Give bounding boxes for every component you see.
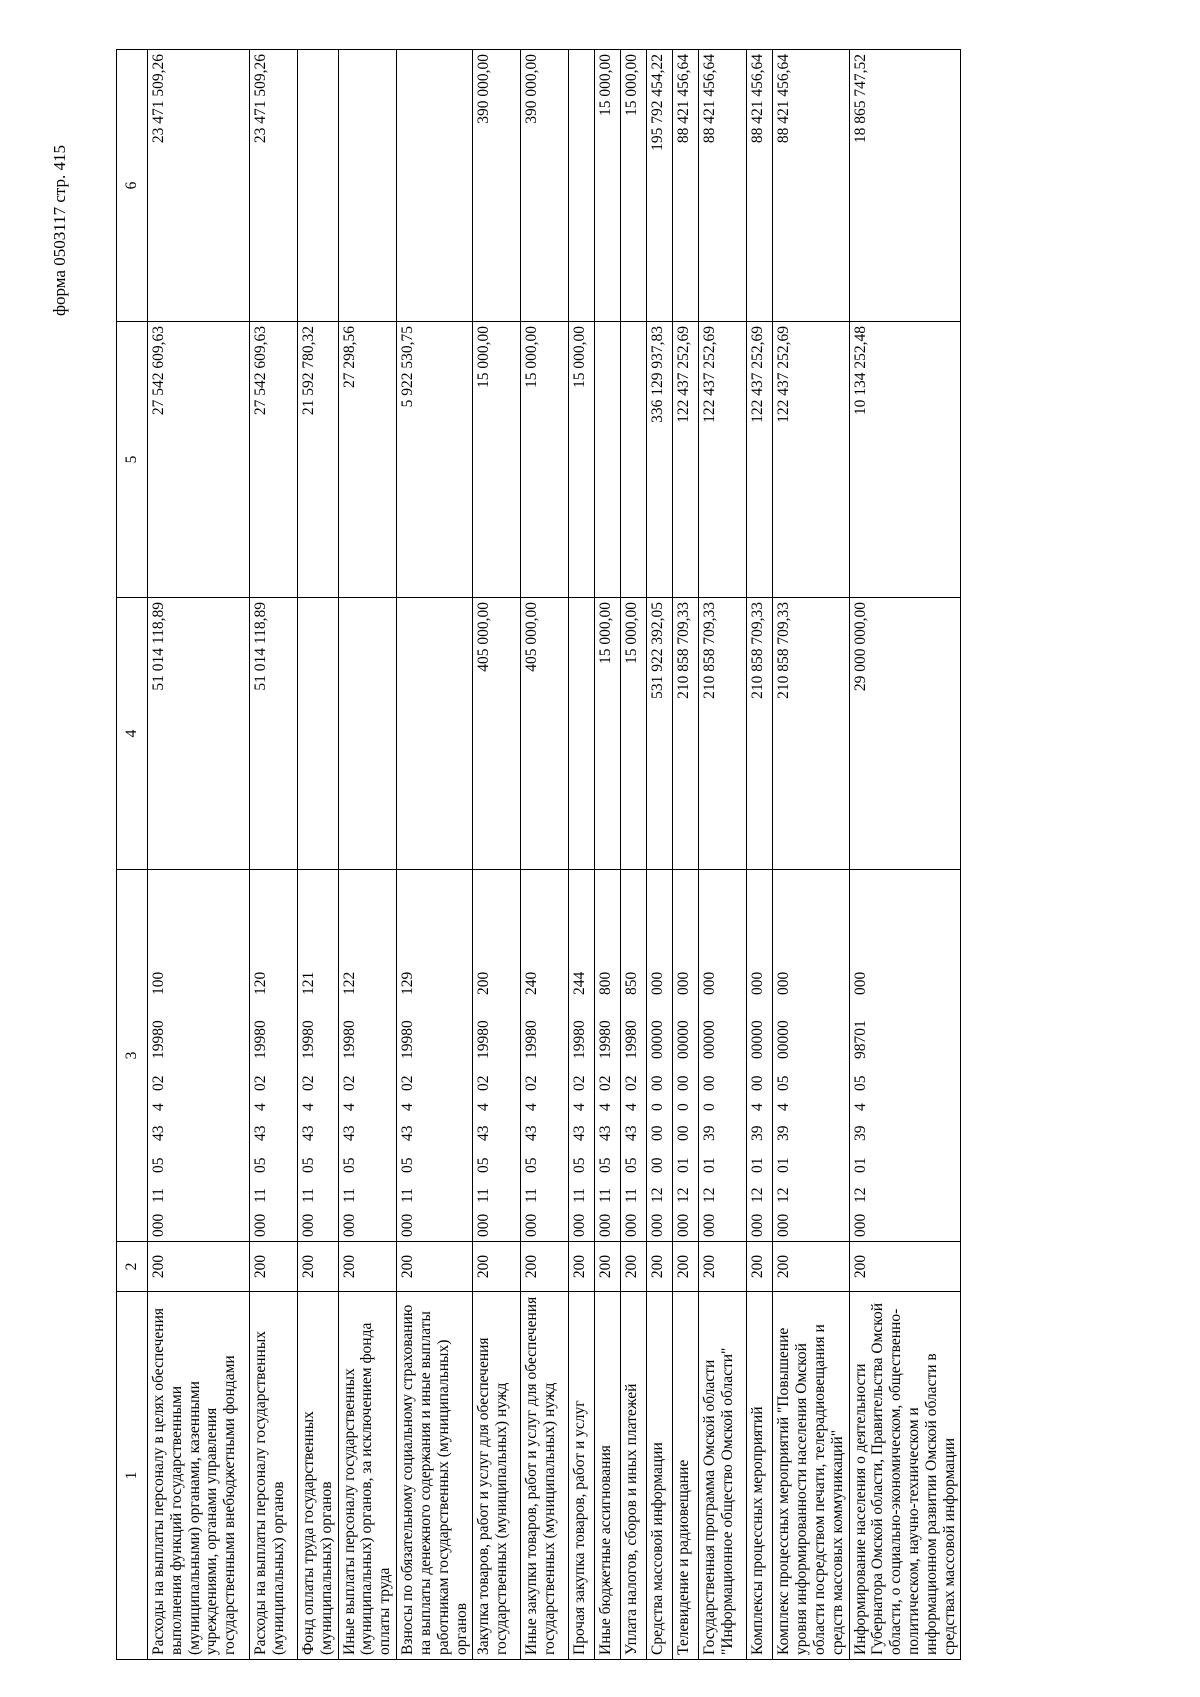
code-segment: 4 <box>523 1103 541 1111</box>
code-segment: 00 <box>649 1075 667 1091</box>
code-segment: 19980 <box>399 1020 417 1059</box>
code-segment: 244 <box>571 971 589 995</box>
row-executed: 15 000,00 <box>569 322 595 598</box>
code-segments <box>649 874 667 1237</box>
row-classification-code <box>569 870 595 1242</box>
code-segment: 4 <box>252 1103 269 1111</box>
code-segment: 000 <box>571 1213 589 1237</box>
row-classification-code <box>849 870 961 1242</box>
code-segment: 121 <box>300 971 317 995</box>
row-unexecuted: 390 000,00 <box>473 50 521 322</box>
row-line-code: 200 <box>647 1242 673 1292</box>
row-executed: 15 000,00 <box>521 322 569 598</box>
table-row <box>673 50 699 1660</box>
code-segment: 12 <box>701 1187 719 1203</box>
code-segment: 000 <box>701 971 719 995</box>
code-segment: 39 <box>749 1125 767 1141</box>
code-segment: 00000 <box>701 1020 719 1059</box>
row-classification-code <box>397 870 473 1242</box>
code-segment: 05 <box>851 1075 869 1091</box>
row-executed <box>595 322 621 598</box>
row-executed: 122 437 252,69 <box>773 322 849 598</box>
code-segment: 05 <box>340 1157 358 1173</box>
code-segments <box>675 874 693 1237</box>
code-segment: 11 <box>300 1188 317 1203</box>
code-segment: 02 <box>623 1075 641 1091</box>
row-executed: 10 134 252,48 <box>849 322 961 598</box>
row-line-code: 200 <box>338 1242 396 1292</box>
row-name: Уплата налогов, сборов и иных платежей <box>621 1292 647 1660</box>
code-segment: 19980 <box>597 1020 615 1059</box>
row-unexecuted <box>338 50 396 322</box>
column-header: 6 <box>117 50 148 322</box>
code-segment: 12 <box>649 1187 667 1203</box>
code-segment: 43 <box>300 1125 317 1141</box>
code-segment: 05 <box>150 1157 167 1173</box>
row-line-code: 200 <box>397 1242 473 1292</box>
code-segment: 100 <box>150 971 167 995</box>
row-classification-code <box>773 870 849 1242</box>
row-executed: 21 592 780,32 <box>298 322 339 598</box>
row-classification-code <box>250 870 298 1242</box>
code-segment: 000 <box>675 1213 693 1237</box>
row-unexecuted: 23 471 509,26 <box>148 50 250 322</box>
code-segment: 4 <box>749 1103 767 1111</box>
code-segment: 43 <box>399 1125 417 1141</box>
row-executed: 122 437 252,69 <box>673 322 699 598</box>
row-approved: 15 000,00 <box>621 598 647 870</box>
code-segment: 00000 <box>749 1020 767 1059</box>
code-segment: 01 <box>775 1157 793 1173</box>
code-segment: 02 <box>597 1075 615 1091</box>
code-segment: 43 <box>523 1125 541 1141</box>
code-segment: 01 <box>851 1157 869 1173</box>
code-segment: 39 <box>851 1125 869 1141</box>
code-segment: 000 <box>851 1213 869 1237</box>
code-segments <box>399 874 417 1237</box>
code-segment: 4 <box>775 1103 793 1111</box>
row-executed: 27 298,56 <box>338 322 396 598</box>
code-segment: 05 <box>300 1157 317 1173</box>
code-segment: 000 <box>775 1213 793 1237</box>
code-segment: 43 <box>623 1125 641 1141</box>
rotated-page <box>116 50 1106 1660</box>
row-name: Прочая закупка товаров, работ и услуг <box>569 1292 595 1660</box>
code-segment: 000 <box>851 971 869 995</box>
table-row <box>773 50 849 1660</box>
code-segment: 120 <box>252 971 269 995</box>
code-segment: 19980 <box>252 1020 269 1059</box>
row-line-code: 200 <box>298 1242 339 1292</box>
code-segment: 000 <box>675 971 693 995</box>
code-segment: 98701 <box>851 1020 869 1059</box>
code-segment: 000 <box>597 1213 615 1237</box>
code-segment: 05 <box>475 1157 493 1173</box>
row-unexecuted: 18 865 747,52 <box>849 50 961 322</box>
row-name: Закупка товаров, работ и услуг для обеспечения государственных (муниципальных) нужд <box>473 1292 521 1660</box>
code-segment: 05 <box>252 1157 269 1173</box>
budget-table <box>116 49 961 1660</box>
code-segment: 02 <box>150 1075 167 1091</box>
code-segment: 43 <box>340 1125 358 1141</box>
row-line-code: 200 <box>595 1242 621 1292</box>
column-header: 4 <box>117 598 148 870</box>
row-unexecuted: 88 421 456,64 <box>699 50 747 322</box>
row-line-code: 200 <box>621 1242 647 1292</box>
code-segments <box>523 874 541 1237</box>
row-unexecuted: 15 000,00 <box>595 50 621 322</box>
code-segments <box>597 874 615 1237</box>
code-segment: 05 <box>775 1075 793 1091</box>
code-segment: 43 <box>475 1125 493 1141</box>
row-approved <box>298 598 339 870</box>
code-segment: 000 <box>749 971 767 995</box>
code-segment: 4 <box>399 1103 417 1111</box>
row-approved: 29 000 000,00 <box>849 598 961 870</box>
code-segment: 00 <box>749 1075 767 1091</box>
code-segment: 12 <box>675 1187 693 1203</box>
row-approved: 210 858 709,33 <box>673 598 699 870</box>
code-segment: 01 <box>701 1157 719 1173</box>
code-segment: 12 <box>775 1187 793 1203</box>
code-segments <box>852 874 870 1237</box>
row-unexecuted: 88 421 456,64 <box>673 50 699 322</box>
row-unexecuted: 88 421 456,64 <box>773 50 849 322</box>
table-row <box>569 50 595 1660</box>
code-segment: 11 <box>399 1188 417 1203</box>
code-segment: 00 <box>675 1075 693 1091</box>
table-row <box>338 50 396 1660</box>
code-segment: 000 <box>623 1213 641 1237</box>
row-approved <box>397 598 473 870</box>
code-segment: 11 <box>571 1188 589 1203</box>
code-segments <box>623 874 641 1237</box>
row-approved: 531 922 392,05 <box>647 598 673 870</box>
code-segment: 850 <box>623 971 641 995</box>
code-segment: 000 <box>749 1213 767 1237</box>
code-segment: 02 <box>252 1075 269 1091</box>
code-segment: 19980 <box>475 1020 493 1059</box>
table-row <box>699 50 747 1660</box>
row-unexecuted: 390 000,00 <box>521 50 569 322</box>
code-segment: 01 <box>675 1157 693 1173</box>
code-segment: 12 <box>851 1187 869 1203</box>
row-approved: 210 858 709,33 <box>699 598 747 870</box>
row-line-code: 200 <box>773 1242 849 1292</box>
row-unexecuted <box>298 50 339 322</box>
code-segments <box>701 874 719 1237</box>
code-segment: 19980 <box>150 1020 167 1059</box>
code-segment: 4 <box>340 1103 358 1111</box>
code-segments <box>150 874 168 1237</box>
code-segment: 11 <box>597 1188 615 1203</box>
code-segment: 05 <box>623 1157 641 1173</box>
row-line-code: 200 <box>849 1242 961 1292</box>
column-header: 2 <box>117 1242 148 1292</box>
code-segment: 02 <box>475 1075 493 1091</box>
row-approved <box>569 598 595 870</box>
row-approved: 210 858 709,33 <box>747 598 773 870</box>
code-segment: 200 <box>475 971 493 995</box>
row-name: Информирование населения о деятельности Губернатора Омской области, Правительства Омской области, о социально-экономическом, общественно-политическом, научно-техническом и информационном развитии Омской области в средствах массовой информации <box>849 1292 961 1660</box>
row-line-code: 200 <box>699 1242 747 1292</box>
code-segment: 0 <box>649 1103 667 1111</box>
row-name: Комплексы процессных мероприятий <box>747 1292 773 1660</box>
table-row <box>621 50 647 1660</box>
row-unexecuted: 15 000,00 <box>621 50 647 322</box>
code-segment: 4 <box>150 1103 167 1111</box>
code-segment: 05 <box>597 1157 615 1173</box>
row-line-code: 200 <box>569 1242 595 1292</box>
code-segment: 000 <box>701 1213 719 1237</box>
code-segment: 11 <box>150 1188 167 1203</box>
code-segment: 19980 <box>523 1020 541 1059</box>
row-classification-code <box>298 870 339 1242</box>
code-segment: 19980 <box>571 1020 589 1059</box>
row-approved: 15 000,00 <box>595 598 621 870</box>
code-segment: 122 <box>340 971 358 995</box>
table-row <box>595 50 621 1660</box>
code-segment: 02 <box>571 1075 589 1091</box>
table-header-row <box>117 50 148 1660</box>
code-segment: 000 <box>523 1213 541 1237</box>
column-header: 1 <box>117 1292 148 1660</box>
code-segment: 000 <box>649 1213 667 1237</box>
table-row <box>521 50 569 1660</box>
row-line-code: 200 <box>473 1242 521 1292</box>
row-name: Средства массовой информации <box>647 1292 673 1660</box>
code-segment: 05 <box>399 1157 417 1173</box>
code-segments <box>341 874 359 1237</box>
row-executed: 27 542 609,63 <box>250 322 298 598</box>
table-row <box>250 50 298 1660</box>
code-segment: 43 <box>571 1125 589 1141</box>
row-executed: 15 000,00 <box>473 322 521 598</box>
row-classification-code <box>148 870 250 1242</box>
row-name: Телевидение и радиовещание <box>673 1292 699 1660</box>
code-segment: 00000 <box>675 1020 693 1059</box>
row-unexecuted: 88 421 456,64 <box>747 50 773 322</box>
row-approved: 405 000,00 <box>473 598 521 870</box>
code-segment: 000 <box>150 1213 167 1237</box>
page-header <box>36 16 96 316</box>
row-approved: 405 000,00 <box>521 598 569 870</box>
code-segments <box>775 874 793 1237</box>
row-approved <box>338 598 396 870</box>
row-executed: 122 437 252,69 <box>699 322 747 598</box>
code-segment: 000 <box>475 1213 493 1237</box>
code-segment: 05 <box>523 1157 541 1173</box>
column-header: 3 <box>117 870 148 1242</box>
code-segment: 02 <box>340 1075 358 1091</box>
row-classification-code <box>621 870 647 1242</box>
code-segment: 00 <box>649 1157 667 1173</box>
row-name: Иные закупки товаров, работ и услуг для обеспечения государственных (муниципальных) нужд <box>521 1292 569 1660</box>
row-name: Расходы на выплаты персоналу в целях обеспечения выполнения функций государственными (муниципальными) органами, казенными учреждениями, органами управления государственными внебюджетными фондами <box>148 1292 250 1660</box>
row-classification-code <box>595 870 621 1242</box>
code-segment: 000 <box>252 1213 269 1237</box>
row-classification-code <box>338 870 396 1242</box>
code-segment: 4 <box>300 1103 317 1111</box>
code-segment: 240 <box>523 971 541 995</box>
row-line-code: 200 <box>673 1242 699 1292</box>
code-segment: 19980 <box>623 1020 641 1059</box>
code-segment: 43 <box>252 1125 269 1141</box>
code-segment: 39 <box>701 1125 719 1141</box>
row-classification-code <box>473 870 521 1242</box>
code-segments <box>749 874 767 1237</box>
code-segment: 4 <box>597 1103 615 1111</box>
table-row <box>397 50 473 1660</box>
code-segment: 11 <box>252 1188 269 1203</box>
code-segment: 4 <box>623 1103 641 1111</box>
code-segment: 0 <box>675 1103 693 1111</box>
row-name: Комплекс процессных мероприятий "Повышение уровня информированности населения Омской области посредством печати, телерадиовещания и средств массовых коммуникаций" <box>773 1292 849 1660</box>
row-classification-code <box>647 870 673 1242</box>
code-segments <box>475 874 493 1237</box>
table-row <box>647 50 673 1660</box>
row-line-code: 200 <box>747 1242 773 1292</box>
table-row <box>747 50 773 1660</box>
code-segment: 11 <box>475 1188 493 1203</box>
code-segment: 000 <box>300 1213 317 1237</box>
code-segments <box>252 874 270 1237</box>
table-row <box>849 50 961 1660</box>
code-segment: 0 <box>701 1103 719 1111</box>
row-approved: 51 014 118,89 <box>250 598 298 870</box>
row-classification-code <box>699 870 747 1242</box>
code-segment: 800 <box>597 971 615 995</box>
code-segment: 000 <box>399 1213 417 1237</box>
row-executed: 5 922 530,75 <box>397 322 473 598</box>
row-executed: 336 129 937,83 <box>647 322 673 598</box>
form-number: форма 0503117 стр. 415 <box>50 145 69 316</box>
code-segment: 43 <box>150 1125 167 1141</box>
code-segment: 00 <box>675 1125 693 1141</box>
code-segment: 11 <box>523 1188 541 1203</box>
code-segment: 00 <box>701 1075 719 1091</box>
code-segment: 05 <box>571 1157 589 1173</box>
code-segment: 39 <box>775 1125 793 1141</box>
code-segment: 00000 <box>649 1020 667 1059</box>
row-unexecuted <box>569 50 595 322</box>
code-segment: 43 <box>597 1125 615 1141</box>
code-segment: 000 <box>775 971 793 995</box>
row-unexecuted: 195 792 454,22 <box>647 50 673 322</box>
code-segment: 11 <box>623 1188 641 1203</box>
row-classification-code <box>521 870 569 1242</box>
code-segment: 02 <box>399 1075 417 1091</box>
row-name: Иные бюджетные ассигнования <box>595 1292 621 1660</box>
row-classification-code <box>673 870 699 1242</box>
code-segment: 19980 <box>300 1020 317 1059</box>
code-segment: 11 <box>340 1188 358 1203</box>
code-segment: 02 <box>523 1075 541 1091</box>
code-segment: 12 <box>749 1187 767 1203</box>
code-segment: 000 <box>649 971 667 995</box>
row-name: Государственная программа Омской области "Информационное общество Омской области" <box>699 1292 747 1660</box>
code-segment: 000 <box>340 1213 358 1237</box>
table-row <box>473 50 521 1660</box>
row-name: Фонд оплаты труда государственных (муниципальных) органов <box>298 1292 339 1660</box>
row-line-code: 200 <box>250 1242 298 1292</box>
code-segments <box>300 874 318 1237</box>
code-segments <box>571 874 589 1237</box>
code-segment: 00000 <box>775 1020 793 1059</box>
code-segment: 4 <box>475 1103 493 1111</box>
row-executed: 27 542 609,63 <box>148 322 250 598</box>
row-executed <box>621 322 647 598</box>
code-segment: 01 <box>749 1157 767 1173</box>
code-segment: 4 <box>571 1103 589 1111</box>
code-segment: 02 <box>300 1075 317 1091</box>
row-line-code: 200 <box>521 1242 569 1292</box>
row-classification-code <box>747 870 773 1242</box>
code-segment: 4 <box>851 1103 869 1111</box>
column-header: 5 <box>117 322 148 598</box>
table-row <box>148 50 250 1660</box>
row-unexecuted: 23 471 509,26 <box>250 50 298 322</box>
code-segment: 19980 <box>340 1020 358 1059</box>
code-segment: 00 <box>649 1125 667 1141</box>
row-approved: 51 014 118,89 <box>148 598 250 870</box>
row-executed: 122 437 252,69 <box>747 322 773 598</box>
row-name: Взносы по обязательному социальному страхованию на выплаты денежного содержания и иные выплаты работникам государственных (муниципальных) органов <box>397 1292 473 1660</box>
row-name: Расходы на выплаты персоналу государственных (муниципальных) органов <box>250 1292 298 1660</box>
code-segment: 129 <box>399 971 417 995</box>
table-row <box>298 50 339 1660</box>
row-name: Иные выплаты персоналу государственных (муниципальных) органов, за исключением фонда оплаты труда <box>338 1292 396 1660</box>
row-line-code: 200 <box>148 1242 250 1292</box>
row-approved: 210 858 709,33 <box>773 598 849 870</box>
row-unexecuted <box>397 50 473 322</box>
